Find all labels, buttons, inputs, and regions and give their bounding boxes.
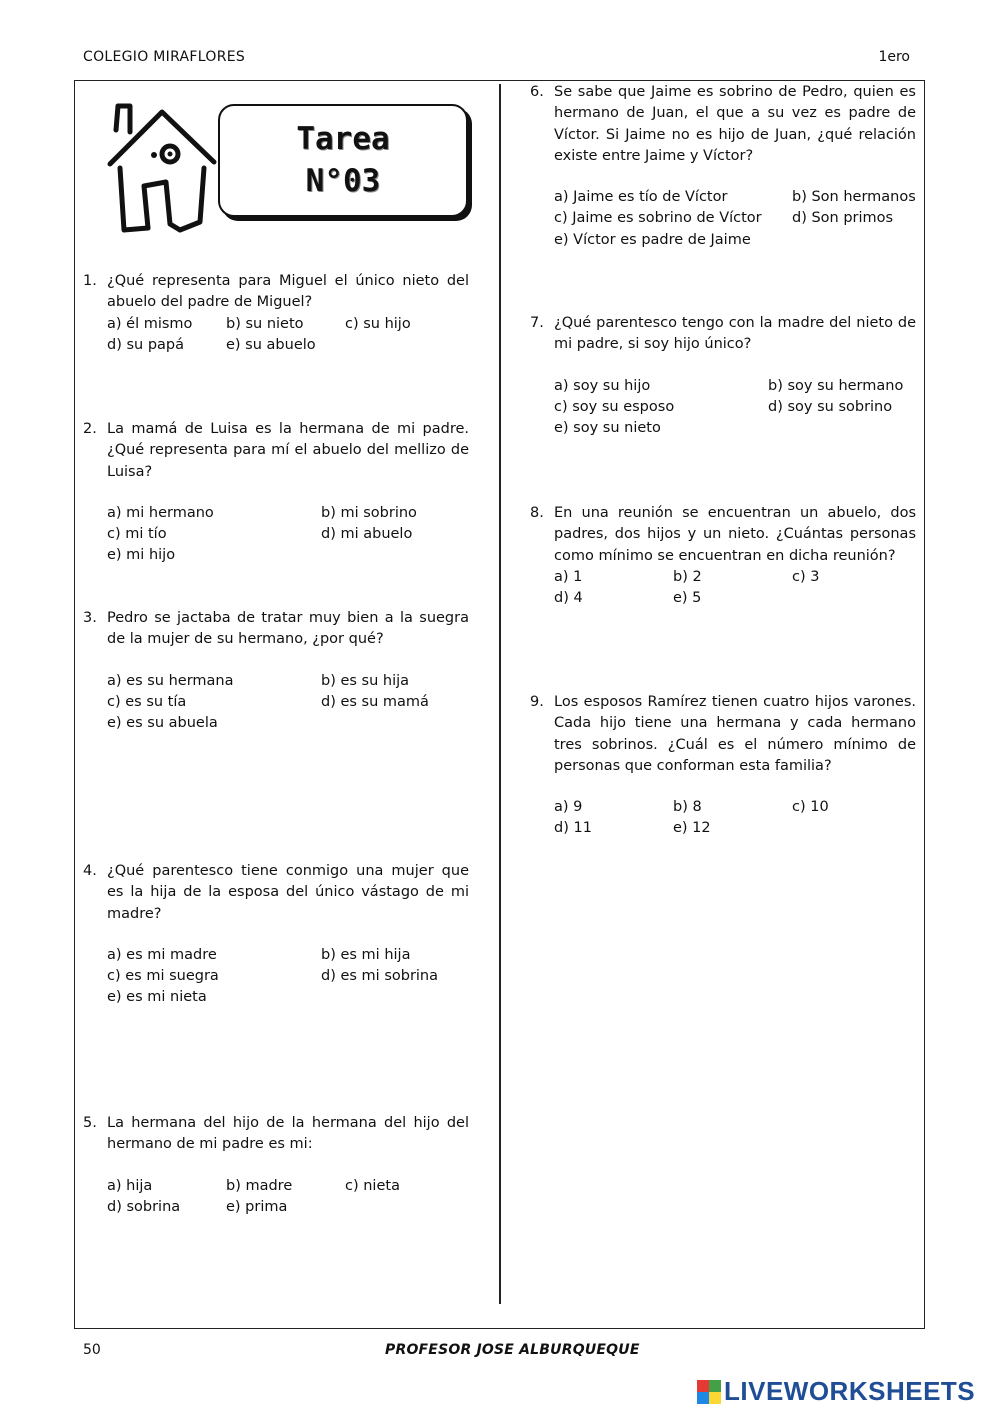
option-e[interactable]: e) es su abuela: [107, 715, 218, 732]
question-number: 9.: [530, 694, 544, 710]
option-d[interactable]: d) su papá: [107, 336, 185, 353]
option-c[interactable]: c) su hijo: [345, 315, 411, 332]
question-text: Los esposos Ramírez tienen cuatro hijos varones. Cada hijo tiene una hermana y cada hermano tres sobrinos. ¿Cuál es el número mínimo de personas que conforman esta familia?: [554, 694, 916, 774]
question-5: [83, 1113, 469, 1218]
option-e[interactable]: e) 5: [673, 590, 702, 607]
option-a[interactable]: a) 1: [554, 568, 583, 585]
option-a[interactable]: a) soy su hijo: [554, 377, 651, 394]
option-c[interactable]: c) Jaime es sobrino de Víctor: [554, 210, 762, 227]
question-number: 5.: [83, 1115, 97, 1131]
option-e[interactable]: e) es mi nieta: [107, 989, 207, 1006]
question-number: 6.: [530, 84, 544, 100]
question-number: 3.: [83, 610, 97, 626]
option-d[interactable]: d) Son primos: [792, 210, 894, 227]
question-3: [83, 608, 469, 734]
option-b[interactable]: b) mi sobrino: [321, 504, 417, 521]
question-number: 8.: [530, 505, 544, 521]
question-text: ¿Qué parentesco tengo con la madre del nieto de mi padre, si soy hijo único?: [554, 315, 916, 353]
option-d[interactable]: d) 11: [554, 820, 592, 837]
question-text: La hermana del hijo de la hermana del hijo del hermano de mi padre es mi:: [107, 1115, 469, 1153]
option-a[interactable]: a) es mi madre: [107, 946, 217, 963]
option-e[interactable]: e) 12: [673, 820, 711, 837]
option-d[interactable]: d) sobrina: [107, 1198, 181, 1215]
question-number: 4.: [83, 863, 97, 879]
question-8: [530, 503, 916, 609]
option-c[interactable]: c) nieta: [345, 1177, 400, 1194]
question-4: [83, 861, 469, 1009]
option-b[interactable]: b) madre: [226, 1177, 293, 1194]
option-c[interactable]: c) 3: [792, 568, 820, 585]
brand-name: LIVEWORKSHEETS: [724, 1376, 976, 1406]
title-box: [218, 104, 468, 217]
question-number: 1.: [83, 273, 97, 289]
title-line-2: N°03: [305, 163, 381, 199]
question-text: En una reunión se encuentran un abuelo, dos padres, dos hijos y un nieto. ¿Cuántas personas como mínimo se encuentran en dicha reunión?: [554, 505, 916, 564]
option-b[interactable]: b) su nieto: [226, 315, 304, 332]
house-icon: [104, 102, 220, 236]
option-d[interactable]: d) 4: [554, 590, 583, 607]
question-text: Pedro se jactaba de tratar muy bien a la suegra de la mujer de su hermano, ¿por qué?: [107, 610, 469, 648]
option-a[interactable]: a) es su hermana: [107, 672, 234, 689]
question-9: [530, 692, 916, 840]
question-text: ¿Qué representa para Miguel el único nieto del abuelo del padre de Miguel?: [107, 273, 469, 311]
option-b[interactable]: b) 2: [673, 568, 702, 585]
option-e[interactable]: e) mi hijo: [107, 547, 176, 564]
question-text: ¿Qué parentesco tiene conmigo una mujer que es la hija de la esposa del único vástago de mi madre?: [107, 863, 469, 922]
option-b[interactable]: b) soy su hermano: [768, 377, 904, 394]
option-b[interactable]: b) es mi hija: [321, 946, 411, 963]
brand-logo[interactable]: [697, 1376, 975, 1407]
question-2: [83, 419, 469, 567]
option-b[interactable]: b) 8: [673, 799, 702, 816]
option-a[interactable]: a) él mismo: [107, 315, 193, 332]
author-name: PROFESOR JOSE ALBURQUEQUE: [385, 1342, 640, 1358]
page-number: 50: [83, 1342, 101, 1358]
option-e[interactable]: e) soy su nieto: [554, 420, 661, 437]
option-e[interactable]: e) prima: [226, 1198, 288, 1215]
option-e[interactable]: e) Víctor es padre de Jaime: [554, 231, 751, 248]
option-a[interactable]: a) mi hermano: [107, 504, 214, 521]
option-b[interactable]: b) es su hija: [321, 672, 410, 689]
school-name: COLEGIO MIRAFLORES: [83, 49, 246, 65]
option-d[interactable]: d) mi abuelo: [321, 526, 413, 543]
question-7: [530, 313, 916, 439]
brand-squares-icon: [697, 1380, 721, 1404]
question-number: 7.: [530, 315, 544, 331]
option-d[interactable]: d) soy su sobrino: [768, 398, 893, 415]
option-d[interactable]: d) es mi sobrina: [321, 968, 439, 985]
column-divider: [499, 84, 501, 1304]
option-c[interactable]: c) es su tía: [107, 693, 187, 710]
option-c[interactable]: c) 10: [792, 799, 829, 816]
option-a[interactable]: a) 9: [554, 799, 583, 816]
grade-label: 1ero: [878, 49, 910, 65]
question-6: [530, 82, 916, 251]
option-c[interactable]: c) mi tío: [107, 526, 167, 543]
option-b[interactable]: b) Son hermanos: [792, 189, 916, 206]
option-a[interactable]: a) Jaime es tío de Víctor: [554, 189, 728, 206]
option-a[interactable]: a) hija: [107, 1177, 153, 1194]
question-text: Se sabe que Jaime es sobrino de Pedro, quien es hermano de Juan, el que a su vez es padre de Víctor. Si Jaime no es hijo de Juan, ¿qué relación existe entre Jaime y Víctor?: [554, 84, 916, 164]
question-number: 2.: [83, 421, 97, 437]
question-1: [83, 271, 469, 356]
option-d[interactable]: d) es su mamá: [321, 693, 429, 710]
option-e[interactable]: e) su abuelo: [226, 336, 316, 353]
title-line-1: Tarea: [296, 121, 390, 157]
option-c[interactable]: c) es mi suegra: [107, 968, 219, 985]
question-text: La mamá de Luisa es la hermana de mi padre. ¿Qué representa para mí el abuelo del mellizo de Luisa?: [107, 421, 469, 480]
option-c[interactable]: c) soy su esposo: [554, 398, 675, 415]
